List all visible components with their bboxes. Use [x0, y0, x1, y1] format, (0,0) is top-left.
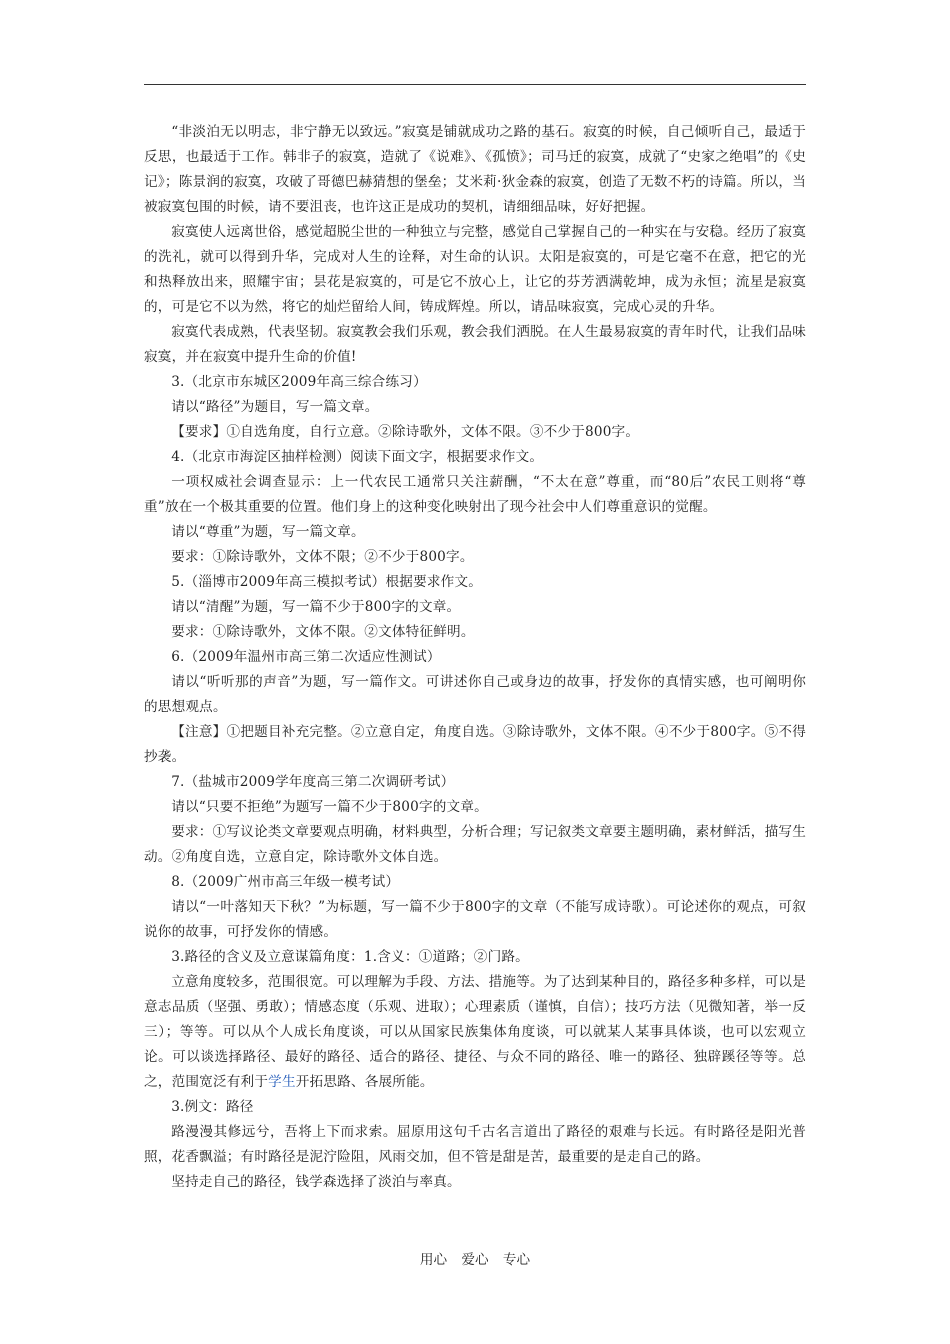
question-heading: 8.（2009广州市高三年级一模考试）: [171, 874, 400, 890]
page-footer: 用心 爱心 专心: [419, 1252, 531, 1268]
paragraph: 寂寞代表成熟，代表坚韧。寂寞教会我们乐观，教会我们洒脱。在人生最易寂寞的青年时代，让我们品味寂寞，并在寂寞中提升生命的价值!: [144, 324, 806, 365]
paragraph: [144, 970, 806, 1095]
paragraph: “非淡泊无以明志，非宁静无以致远。”寂寞是铺就成功之路的基石。寂寞的时候，自己倾听自己，最适于反思，也最适于工作。韩非子的寂寞，造就了《说难》、《孤愤》；司马迁的寂寞，成就了“史家之绝唱”的《史记》；陈景润的寂寞，攻破了哥德巴赫猜想的堡垒；艾米莉·狄金森的寂寞，创造了无数不朽的诗篇。所以，当被寂寞包围的时候，请不要沮丧，也许这正是成功的契机，请细细品味，好好把握。: [144, 124, 806, 215]
paragraph: 路漫漫其修远兮，吾将上下而求索。屈原用这句千古名言道出了路径的艰难与长远。有时路径是阳光普照，花香飘溢；有时路径是泥泞险阻，风雨交加，但不管是甜是苦，最重要的是走自己的路。: [144, 1124, 806, 1165]
question-heading: 7.（盐城市2009学年度高三第二次调研考试）: [171, 774, 455, 790]
requirement: 要求：①除诗歌外，文体不限。②文体特征鲜明。: [171, 624, 475, 640]
question-heading: 4.（北京市海淀区抽样检测）阅读下面文字，根据要求作文。: [171, 449, 544, 465]
paragraph: 请以“只要不拒绝”为题写一篇不少于800字的文章。: [171, 799, 488, 815]
section-heading: 3.例文：路径: [171, 1099, 254, 1115]
paragraph: 请以“尊重”为题，写一篇文章。: [171, 524, 365, 540]
question-heading: 3.（北京市东城区2009年高三综合练习）: [171, 374, 427, 390]
question-heading: 6.（2009年温州市高三第二次适应性测试）: [171, 649, 441, 665]
student-link[interactable]: 学生: [268, 1074, 296, 1090]
question-heading: 5.（淄博市2009年高三模拟考试）根据要求作文。: [171, 574, 483, 590]
paragraph: 一项权威社会调查显示：上一代农民工通常只关注薪酬，“不太在意”尊重，而“80后”农民工则将“尊重”放在一个极其重要的位置。他们身上的这种变化映射出了现今社会中人们尊重意识的觉醒。: [144, 474, 806, 515]
requirement: 要求：①写议论类文章要观点明确，材料典型，分析合理；写记叙类文章要主题明确，素材鲜活，描写生动。②角度自选，立意自定，除诗歌外文体自选。: [144, 824, 806, 865]
section-heading: 3.路径的含义及立意谋篇角度：1.含义：①道路；②门路。: [171, 949, 529, 965]
requirement: 【注意】①把题目补充完整。②立意自定，角度自选。③除诗歌外，文体不限。④不少于800字。⑤不得抄袭。: [144, 724, 806, 765]
paragraph: 请以“路径”为题目，写一篇文章。: [171, 399, 379, 415]
paragraph-text: 开拓思路、各展所能。: [295, 1074, 434, 1090]
paragraph: 坚持走自己的路径，钱学森选择了淡泊与率真。: [171, 1174, 461, 1190]
paragraph: 请以“听听那的声音”为题，写一篇作文。可讲述你自己或身边的故事，抒发你的真情实感，也可阐明你的思想观点。: [144, 674, 806, 715]
paragraph: 请以“一叶落知天下秋？”为标题，写一篇不少于800字的文章（不能写成诗歌）。可论述你的观点，可叙说你的故事，可抒发你的情感。: [144, 899, 806, 940]
document-body: [144, 120, 806, 1195]
requirement: 【要求】①自选角度，自行立意。②除诗歌外，文体不限。③不少于800字。: [171, 424, 640, 440]
paragraph: 寂寞使人远离世俗，感觉超脱尘世的一种独立与完整，感觉自己掌握自己的一种实在与安稳。经历了寂寞的洗礼，就可以得到升华，完成对人生的诠释，对生命的认识。太阳是寂寞的，可是它毫不在意，把它的光和热释放出来，照耀宇宙；昙花是寂寞的，可是它不放心上，让它的芬芳洒满乾坤，成为永恒；流星是寂寞的，可是它不以为然，将它的灿烂留给人间，铸成辉煌。所以，请品味寂寞，完成心灵的升华。: [144, 224, 806, 315]
requirement: 要求：①除诗歌外，文体不限；②不少于800字。: [171, 549, 474, 565]
paragraph: 请以“清醒”为题，写一篇不少于800字的文章。: [171, 599, 461, 615]
header-rule: [144, 84, 806, 85]
paragraph-text: 立意角度较多，范围很宽。可以理解为手段、方法、措施等。为了达到某种目的，路径多种多样，可以是意志品质（坚强、勇敢）；情感态度（乐观、进取）；心理素质（谨慎，自信）；技巧方法（见微知著，举一反三）；等等。可以从个人成长角度谈，可以从国家民族集体角度谈，可以就某人某事具体谈，也可以宏观立论。可以谈选择路径、最好的路径、适合的路径、捷径、与众不同的路径、唯一的路径、独辟蹊径等等。总之，范围宽泛有利于: [144, 974, 806, 1090]
